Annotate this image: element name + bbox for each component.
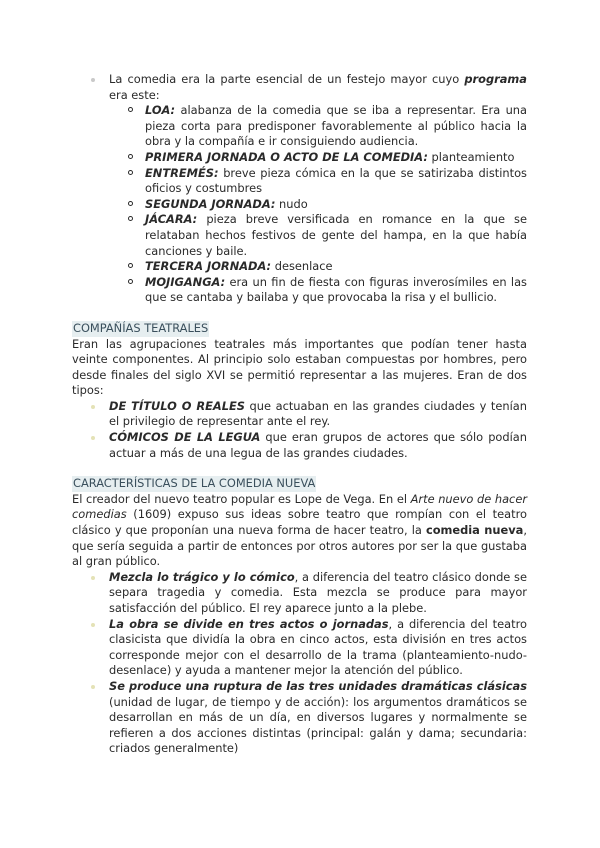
list-item: [72, 430, 527, 461]
item-term: Mezcla lo trágico y lo cómico: [109, 569, 295, 584]
item-term: PRIMERA JORNADA O ACTO DE LA COMEDIA:: [145, 149, 428, 164]
item-term: LOA:: [145, 103, 176, 118]
caracteristicas-section: [72, 476, 527, 757]
comedia-nueva-term: comedia nueva: [425, 523, 524, 538]
book-title: Arte nuevo de hacer comedias: [72, 491, 528, 522]
paragraph-text: , que sería seguida a partir de entonces por otros autores por ser la que gustaba al gran público.: [72, 523, 527, 569]
list-item: [72, 166, 527, 197]
programa-word: programa: [464, 72, 527, 86]
companias-heading: COMPAÑÍAS TEATRALES: [73, 320, 209, 335]
item-desc: , a diferencia del teatro clasicista que dividía la obra en cinco actos, esta división en tres actos corresponde mejor con el desarrollo de la trama (planteamiento-nudo-desenlace) y ayuda a mantener mejor la atención del público.: [109, 616, 527, 678]
caracteristicas-paragraph: [72, 492, 527, 570]
intro-text-end: era este:: [109, 87, 160, 102]
item-desc: era un fin de fiesta con figuras inverosímiles en las que se cantaba y bailaba y que provocaba la risa y el bullicio.: [145, 274, 527, 305]
item-term: CÓMICOS DE LA LEGUA: [109, 430, 261, 445]
item-desc: que eran grupos de actores que sólo podían actuar a más de una legua de las grandes ciudades.: [109, 430, 527, 460]
intro-list: [72, 72, 527, 306]
list-item: [72, 212, 527, 259]
companias-list: [72, 399, 527, 461]
item-desc: , a diferencia del teatro clásico donde se separa tragedia y comedia. Esta mezcla se produce para mayor satisfacción del público. El rey aparece junto a la plebe.: [109, 569, 527, 615]
item-term: SEGUNDA JORNADA:: [145, 196, 276, 211]
list-item: [72, 570, 527, 617]
item-desc: desenlace: [271, 259, 333, 274]
list-item: [72, 150, 527, 166]
caracteristicas-heading: CARACTERÍSTICAS DE LA COMEDIA NUEVA: [73, 476, 316, 491]
companias-section: [72, 321, 527, 461]
list-item: [72, 399, 527, 430]
item-desc: planteamiento: [427, 149, 515, 164]
item-desc: alabanza de la comedia que se iba a representar. Era una pieza corta para predisponer favorablemente al público hacia la obra y la compañía e ir consiguiendo audiencia.: [145, 103, 527, 149]
paragraph-text: El creador del nuevo teatro popular es Lope de Vega. En el: [72, 491, 411, 506]
item-term: ENTREMÉS:: [145, 165, 219, 180]
caracteristicas-list: [72, 570, 527, 757]
item-term: TERCERA JORNADA:: [145, 259, 272, 274]
list-item: [72, 103, 527, 150]
list-item: [72, 275, 527, 306]
list-item: [72, 679, 527, 757]
item-desc: pieza breve versificada en romance en la que se relataban hechos festivos de gente del hampa, en la que había canciones y baile.: [145, 212, 527, 258]
programa-list: [109, 103, 527, 306]
item-desc: (unidad de lugar, de tiempo y de acción): los argumentos dramáticos se desarrollan en más de un día, en diversos lugares y normalmente se refieren a dos acciones distintas (principal: galán y dama; secundaria: criados generalmente): [109, 694, 527, 756]
paragraph-text: (1609) expuso sus ideas sobre teatro que rompían con el teatro clásico y que proponían una nueva forma de hacer teatro, la: [72, 507, 527, 538]
item-desc: que actuaban en las grandes ciudades y tenían el privilegio de representar ante el rey.: [109, 398, 527, 429]
item-term: MOJIGANGA:: [145, 274, 226, 289]
item-term: DE TÍTULO O REALES: [109, 398, 245, 413]
intro-text: La comedia era la parte esencial de un festejo mayor cuyo: [109, 72, 465, 86]
list-item: [72, 617, 527, 679]
item-term: JÁCARA:: [145, 212, 198, 227]
list-item: [72, 197, 527, 213]
list-item: [72, 72, 527, 306]
item-desc: nudo: [275, 196, 308, 211]
companias-paragraph: Eran las agrupaciones teatrales más importantes que podían tener hasta veinte componentes. Al principio solo estaban compuestas por hombres, pero desde finales del siglo XVI se permitió representar a las mujeres. Eran de dos tipos:: [72, 336, 527, 398]
document-content: [72, 72, 527, 757]
item-term: Se produce una ruptura de las tres unidades dramáticas clásicas: [109, 678, 527, 693]
list-item: [72, 259, 527, 275]
item-desc: breve pieza cómica en la que se satirizaba distintos oficios y costumbres: [145, 165, 527, 196]
item-term: La obra se divide en tres actos o jornadas: [109, 616, 389, 631]
